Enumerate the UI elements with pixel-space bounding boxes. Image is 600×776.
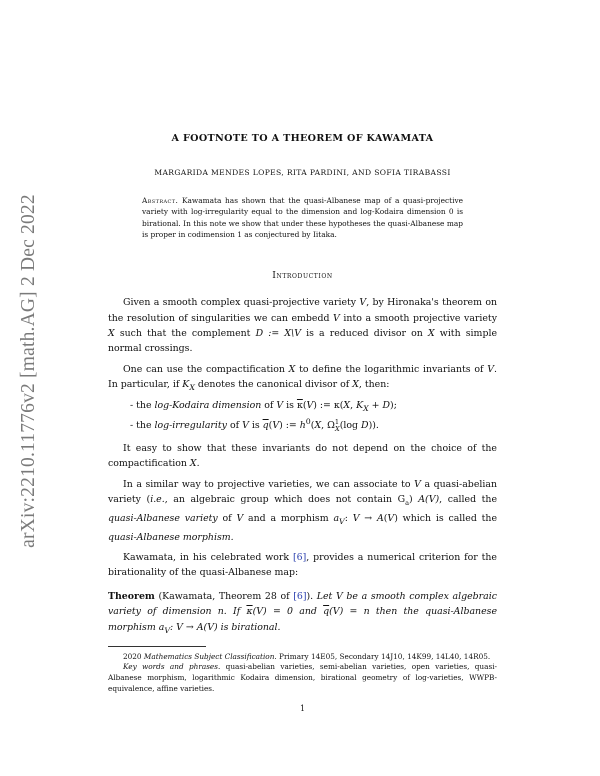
abstract bbox=[142, 195, 463, 240]
paragraph-2: One can use the compactification X to define the logarithmic invariants of V. In particular, if $K_X$ denotes the canonical divisor of X, then: bbox=[108, 363, 497, 393]
paragraph-4: In a similar way to projective varieties, we can associate to V a quasi-abelian variety (i.e., an algebraic group which does not contain $G_a$) A(V), called the quasi-Albanese variety of V and a morphism $a_V$: V → A(V) which is called the quasi-Albanese morphism. bbox=[108, 478, 497, 543]
invariants-list bbox=[108, 399, 497, 436]
abstract-text: Kawamata has shown that the quasi-Albanese map of a quasi-projective variety with log-irregularity equal to the dimension and log-Kodaira dimension 0 is birational. In this note we show that under these hypotheses the quasi-Albanese map is proper in codimension 1 as conjectured by Iitaka. bbox=[142, 196, 463, 239]
paper-authors: MARGARIDA MENDES LOPES, RITA PARDINI, AND SOFIA TIRABASSI bbox=[154, 168, 451, 177]
citation-link[interactable]: [6] bbox=[293, 590, 307, 602]
list-item: - the log-Kodaira dimension of V is $\overline{\kappa}(V)$ := κ(X, $K_X + D$); bbox=[130, 399, 397, 413]
abstract-label: Abstract. bbox=[142, 196, 179, 205]
page-number: 1 bbox=[299, 704, 306, 714]
paragraph-1: Given a smooth complex quasi-projective variety V, by Hironaka's theorem on the resolution of singularities we can embedd V into a smooth projective variety X such that the complement D := X\V is a reduced divisor on X with simple normal crossings. bbox=[108, 297, 498, 355]
footnote-msc: 2020 Mathematics Subject Classification. Primary 14E05, Secondary 14J10, 14K99, 14L40, 14R05. bbox=[123, 651, 491, 661]
arxiv-stamp-text: arXiv:2210.11776v2 [math.AG] 2 Dec 2022 bbox=[18, 194, 39, 548]
footnote-keywords: Key words and phrases. quasi-abelian varieties, semi-abelian varieties, open varieties, quasi-Albanese morphism, logarithmic Kodaira dimension, birational geometry of log-varieties, WWPB-equivalence, affine varieties. bbox=[108, 662, 497, 693]
paper-page bbox=[108, 133, 497, 713]
theorem: Theorem (Kawamata, Theorem 28 of [6]). Let V be a smooth complex algebraic variety of dimension n. If $\overline{\kappa}(V) = 0$ and $\overline{q}(V) = n$ then the quasi-Albanese morphism $a_V$: V → A(V) is birational. bbox=[108, 590, 497, 635]
citation-link[interactable]: [6] bbox=[292, 551, 307, 563]
paper-title: A FOOTNOTE TO A THEOREM OF KAWAMATA bbox=[171, 133, 434, 144]
list-item: - the log-irregularity of V is $\overline{q}(V)$ := $h^0(X$, $\Omega^1_X(\log$ D)). bbox=[130, 416, 379, 433]
paragraph-3: It easy to show that these invariants do not depend on the choice of the compactification X. bbox=[108, 442, 497, 470]
section-title: Introduction bbox=[272, 270, 333, 282]
footnote-rule bbox=[108, 646, 206, 647]
arxiv-stamp bbox=[12, 178, 46, 564]
paragraph-5: Kawamata, in his celebrated work [6], provides a numerical criterion for the birationality of the quasi-Albanese map: bbox=[108, 551, 497, 579]
